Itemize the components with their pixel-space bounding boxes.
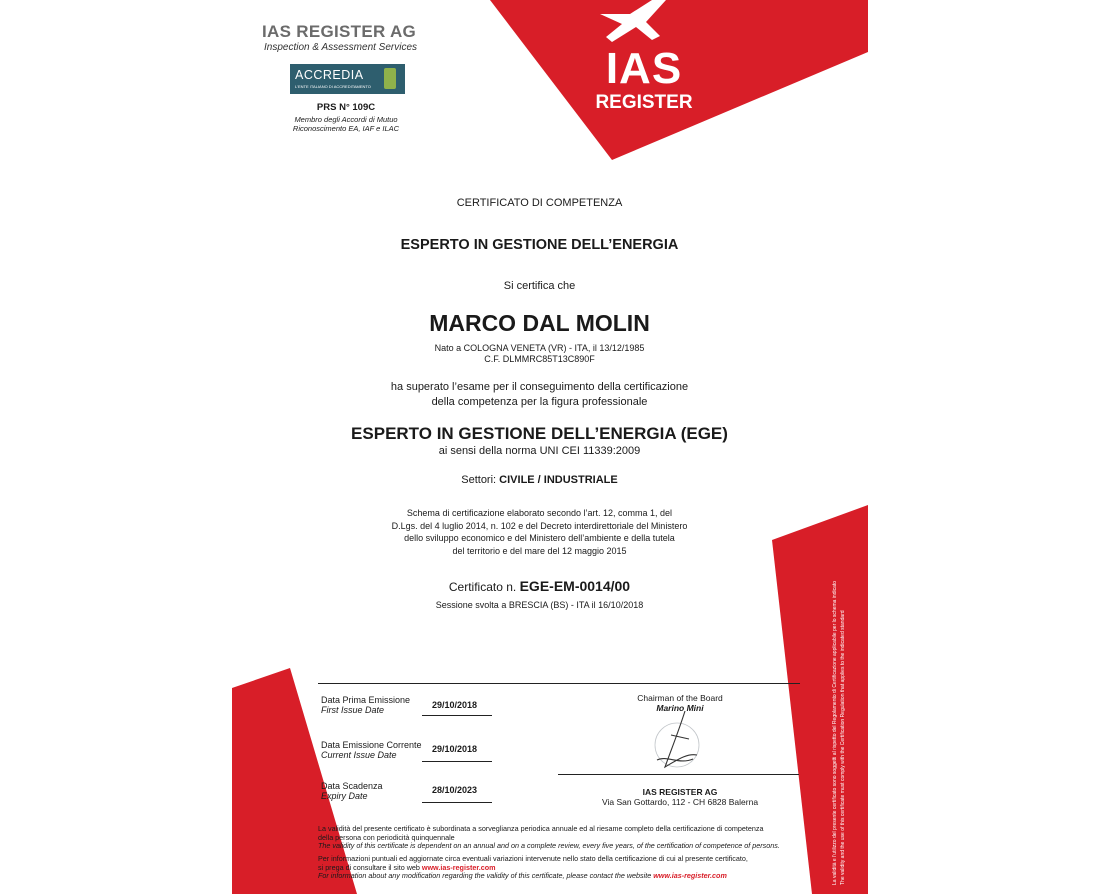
- certificate-number-label: Certificato n.: [448, 580, 517, 594]
- validity-line-en: The validity of this certificate is dependent on an annual and on a complete review, every five years, of the certification of competence of persons.: [318, 841, 780, 850]
- brand-ias: IAS: [605, 44, 683, 93]
- norm-reference: ai sensi della norma UNI CEI 11339:2009: [438, 445, 641, 457]
- current-issue-label-en: Current Issue Date: [321, 750, 397, 760]
- signatory-address: Via San Gottardo, 112 - CH 6828 Balerna: [601, 797, 759, 807]
- first-issue-value: 29/10/2018: [432, 700, 478, 710]
- expiry-underline: [422, 802, 492, 803]
- sectors-label: Settori:: [461, 474, 497, 486]
- profile-title: ESPERTO IN GESTIONE DELL’ENERGIA (EGE): [351, 424, 728, 443]
- scheme-text: [232, 507, 847, 557]
- sectors: [232, 474, 847, 486]
- signatory-name: Marino Mini: [656, 703, 704, 713]
- holder-tax-code: C.F. DLMMRC85T13C890F: [484, 354, 595, 364]
- holder-birth: Nato a COLOGNA VENETA (VR) - ITA, il 13/12/1985: [434, 343, 645, 353]
- dates-top-rule: [318, 683, 800, 684]
- info-line-2-text: si prega di consultare il sito web: [318, 862, 420, 872]
- certificate-number-value: EGE-EM-0014/00: [519, 578, 631, 594]
- passed-line-2: della competenza per la figura professionale: [431, 396, 648, 408]
- info-line-1: Per informazioni puntuali ed aggiornate circa eventuali variazioni intervenute nello stato della certificazione di cui al presente certificato,: [318, 854, 748, 863]
- info-line-en: [318, 872, 808, 881]
- accredia-logo-text: ACCREDIA: [295, 68, 364, 82]
- mutual-recognition-1: Membro degli Accordi di Mutuo: [294, 115, 398, 124]
- signature-icon: [627, 705, 737, 780]
- scheme-line-3: dello sviluppo economico e del Ministero dell’ambiente e della tutela: [404, 533, 675, 543]
- info-line-en-text: For information about any modification regarding the validity of this certificate, please contact the website: [318, 871, 652, 880]
- website-link-en[interactable]: www.ias-register.com: [653, 871, 727, 880]
- footer-validity: [318, 825, 803, 851]
- expiry-value: 28/10/2023: [432, 785, 478, 795]
- expiry-label-en: Expiry Date: [321, 791, 368, 801]
- issuer-tagline: Inspection & Assessment Services: [264, 42, 418, 53]
- side-note-en: The validity and the use of this certificate must comply with the Certification Regulation that applies to the indicated standard: [840, 610, 846, 885]
- session-info: Sessione svolta a BRESCIA (BS) - ITA il 16/10/2018: [435, 600, 644, 610]
- brand-register: REGISTER: [595, 92, 693, 113]
- validity-line-1: La validità del presente certificato è subordinata a sorveglianza periodica annuale ed al riesame completo della certificazione di competenza: [318, 824, 764, 833]
- signatory-role: Chairman of the Board: [637, 693, 723, 703]
- validity-line-2: della persona con periodicità quinquennale: [318, 832, 455, 842]
- signature-rule: [558, 774, 799, 775]
- italy-map-icon: [384, 68, 396, 89]
- signatory-company: IAS REGISTER AG: [642, 787, 718, 797]
- passed-line-1: ha superato l’esame per il conseguimento della certificazione: [390, 381, 689, 393]
- doc-heading: ESPERTO IN GESTIONE DELL’ENERGIA: [400, 237, 679, 253]
- side-note-it: La validità e l’utilizzo del presente certificato sono soggetti al rispetto del Regolamento di Certificazione applicabile per lo schema indicato: [832, 580, 838, 885]
- expiry-label-it: Data Scadenza: [321, 781, 383, 791]
- mutual-recognition-2: Riconoscimento EA, IAF e ILAC: [292, 124, 400, 133]
- sectors-value: CIVILE / INDUSTRIALE: [499, 474, 618, 486]
- current-issue-label-it: Data Emissione Corrente: [321, 740, 422, 750]
- current-issue-underline: [422, 761, 492, 762]
- accredia-logo-sub: L'ENTE ITALIANO DI ACCREDITAMENTO: [295, 84, 371, 89]
- scheme-line-4: del territorio e del mare del 12 maggio 2015: [452, 545, 627, 556]
- certificate-page: [232, 0, 868, 894]
- website-link[interactable]: www.ias-register.com: [421, 862, 496, 872]
- footer-info: [318, 855, 808, 881]
- first-issue-label-it: Data Prima Emissione: [321, 695, 411, 705]
- scheme-line-1: Schema di certificazione elaborato secondo l’art. 12, comma 1, del: [406, 508, 673, 518]
- holder-name: MARCO DAL MOLIN: [429, 310, 650, 336]
- certificate-number: [232, 578, 847, 594]
- first-issue-label-en: First Issue Date: [321, 705, 385, 715]
- accredia-logo: [290, 64, 405, 94]
- issuer-name: IAS REGISTER AG: [262, 22, 417, 41]
- doc-type: CERTIFICATO DI COMPETENZA: [456, 197, 623, 209]
- prs-number: PRS N° 109C: [316, 102, 376, 113]
- first-issue-underline: [422, 715, 492, 716]
- current-issue-value: 29/10/2018: [432, 744, 478, 754]
- scheme-line-2: D.Lgs. del 4 luglio 2014, n. 102 e del Decreto interdirettoriale del Ministero: [391, 520, 688, 531]
- certifies-text: Si certifica che: [503, 280, 576, 292]
